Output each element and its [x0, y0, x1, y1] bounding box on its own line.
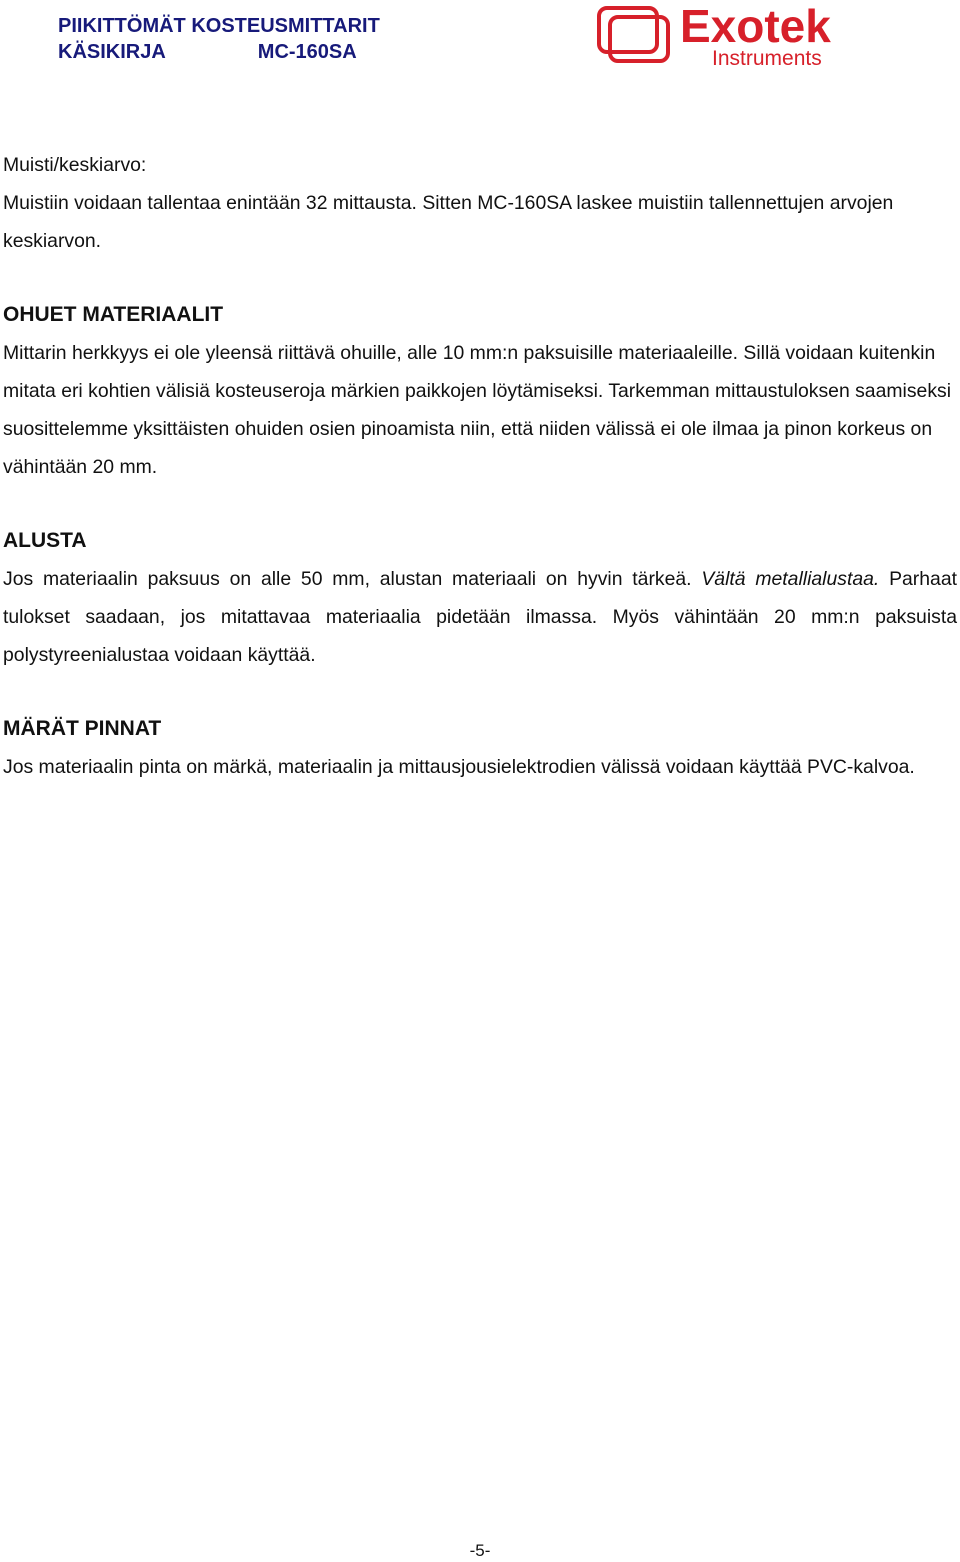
page-number: -5- — [469, 1541, 491, 1560]
wet-surfaces-section — [3, 710, 957, 786]
base-section — [3, 522, 957, 674]
page-content — [3, 146, 957, 786]
wet-surfaces-heading: MÄRÄT PINNAT — [3, 717, 162, 740]
page-header — [0, 0, 960, 80]
header-text — [58, 13, 380, 65]
base-body-end: Parhaat tulokset saadaan, jos mitattavaa materiaalia pidetään ilmassa. Myös vähintään 20 mm:n paksuista polystyreenialustaa voidaan käyttää. — [3, 568, 957, 666]
wet-surfaces-body: Jos materiaalin pinta on märkä, materiaalin ja mittausjousielektrodien välissä voidaan käyttää PVC-kalvoa. — [3, 756, 915, 778]
logo-mark-icon — [599, 8, 668, 61]
base-heading: ALUSTA — [3, 529, 87, 552]
logo-wordmark: Exotek — [680, 4, 831, 52]
memory-label: Muisti/keskiarvo: — [3, 154, 147, 176]
header-subtitle-row — [58, 39, 380, 65]
logo-subtext: Instruments — [712, 47, 822, 68]
thin-materials-section — [3, 296, 957, 486]
base-body — [3, 560, 957, 674]
thin-materials-heading: OHUET MATERIAALIT — [3, 303, 224, 326]
base-body-start: Jos materiaalin paksuus on alle 50 mm, alustan materiaali on hyvin tärkeä. — [3, 568, 702, 590]
exotek-logo — [596, 4, 892, 68]
base-body-warning: Vältä metallialustaa. — [701, 568, 880, 590]
header-doc-type: KÄSIKIRJA — [58, 41, 166, 63]
memory-section — [3, 146, 957, 260]
header-model: MC-160SA — [257, 41, 357, 63]
thin-materials-body: Mittarin herkkyys ei ole yleensä riittävä ohuille, alle 10 mm:n paksuisille materiaaleille. Sillä voidaan kuitenkin mitata eri kohtien välisiä kosteuseroja märkien paikkojen löytämiseksi. Tarkemman mittaustuloksen saamiseksi suosittelemme yksittäisten ohuiden osien pinoamista niin, että niiden välissä ei ole ilmaa ja pinon korkeus on vähintään 20 mm. — [3, 342, 952, 478]
header-title: PIIKITTÖMÄT KOSTEUSMITTARIT — [58, 15, 380, 37]
memory-body: Muistiin voidaan tallentaa enintään 32 mittausta. Sitten MC-160SA laskee muistiin tallennettujen arvojen keskiarvon. — [3, 192, 894, 252]
